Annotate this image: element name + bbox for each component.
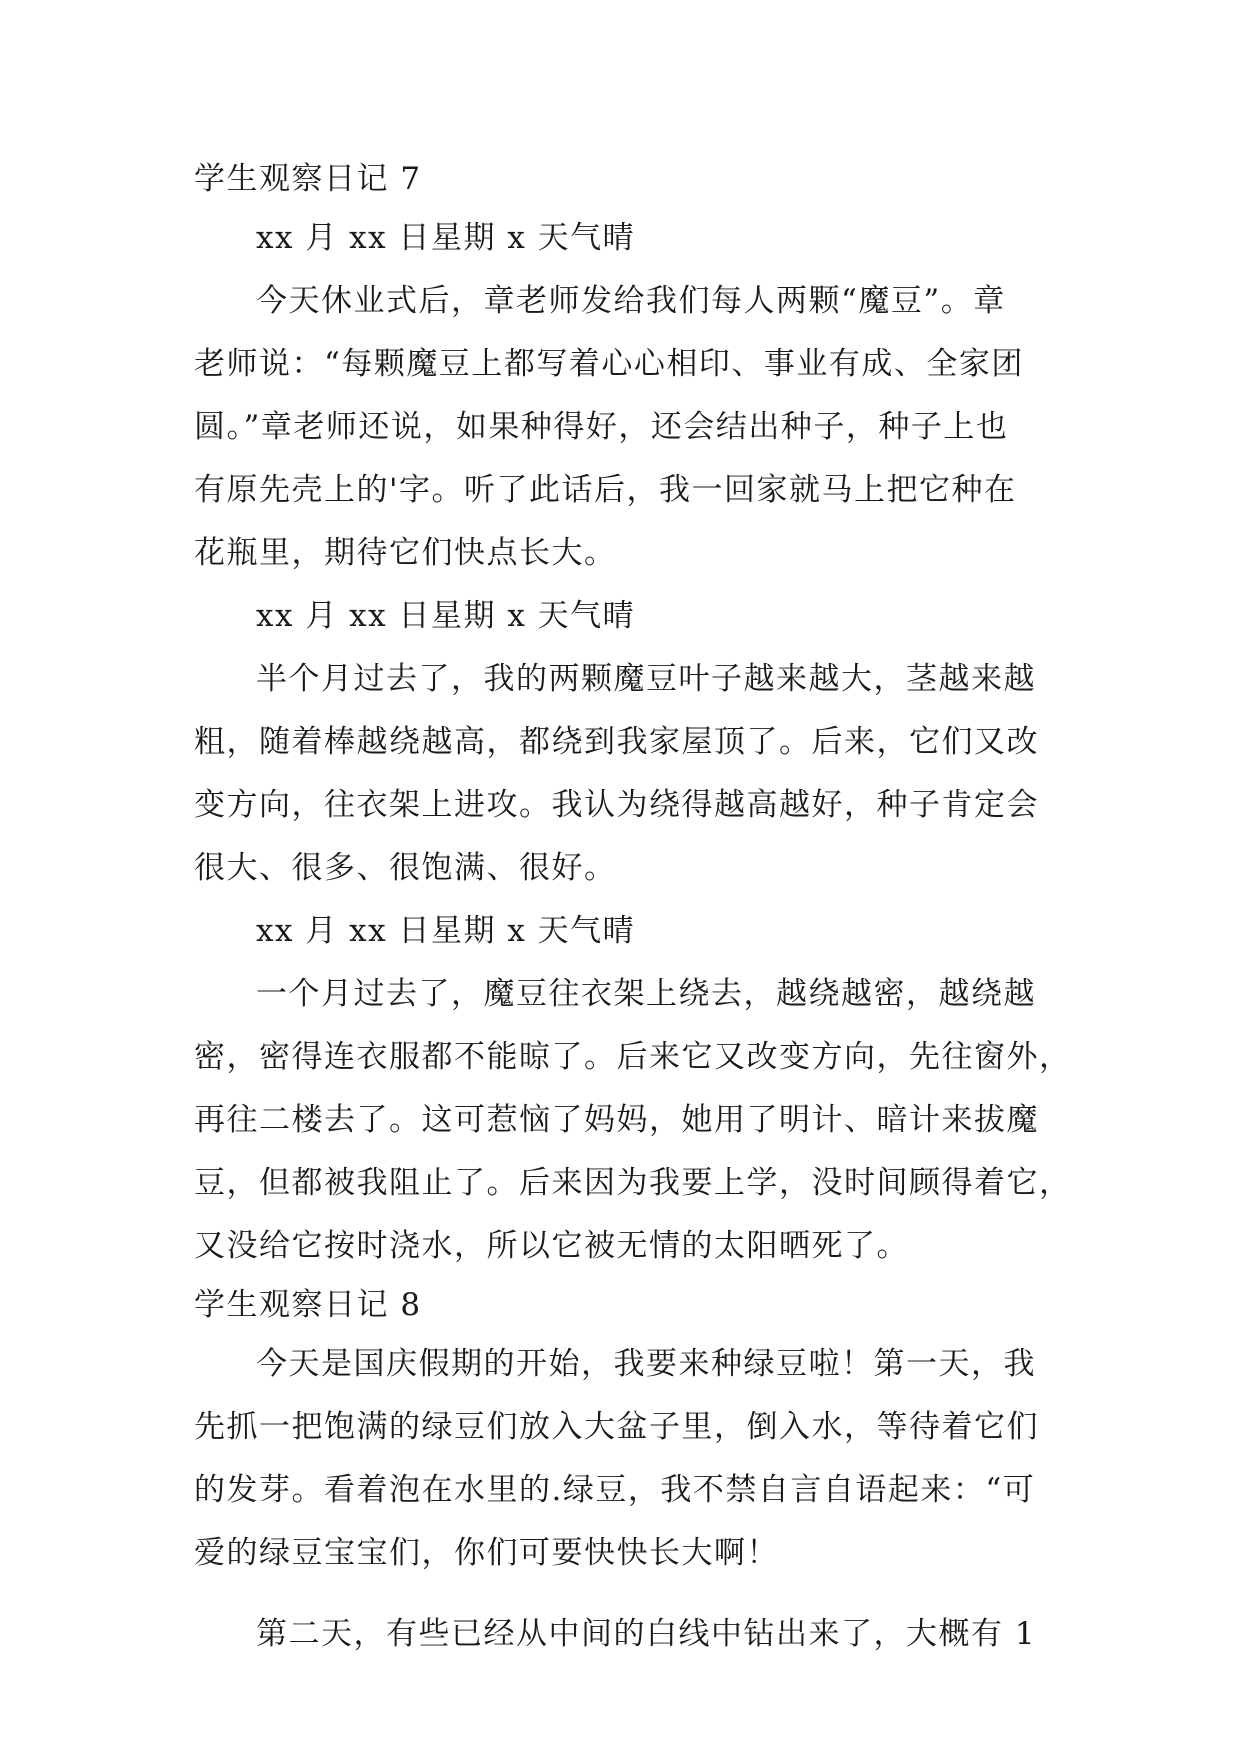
- entry-3-paragraph: [194, 963, 1072, 1278]
- paragraph-line: 的发芽。看着泡在水里的.绿豆，我不禁自言自语起来：“可: [194, 1472, 1036, 1508]
- paragraph-line: 很大、很多、很饱满、很好。: [194, 850, 617, 886]
- paragraph-line: 圆。”章老师还说，如果种得好，还会结出种子，种子上也: [194, 409, 1009, 445]
- paragraph-line: 先抓一把饱满的绿豆们放入大盆子里，倒入水，等待着它们: [194, 1409, 1039, 1445]
- paragraph-line: 一个月过去了，魔豆往衣架上绕去，越绕越密，越绕越: [256, 976, 1036, 1012]
- paragraph-line: 老师说：“每颗魔豆上都写着心心相印、事业有成、全家团: [194, 346, 1024, 382]
- paragraph-line: 有原先壳上的'字。听了此话后，我一回家就马上把它种在: [194, 472, 1017, 508]
- paragraph-line: 花瓶里，期待它们快点长大。: [194, 535, 617, 571]
- paragraph-gap: [194, 1585, 1060, 1603]
- entry-1-paragraph: [194, 270, 1060, 585]
- paragraph-line: 密，密得连衣服都不能晾了。后来它又改变方向，先往窗外，: [194, 1039, 1072, 1075]
- entry-2-paragraph: [194, 648, 1060, 900]
- paragraph-line: 粗，随着棒越绕越高，都绕到我家屋顶了。后来，它们又改: [194, 724, 1039, 760]
- paragraph-line: 豆，但都被我阻止了。后来因为我要上学，没时间顾得着它，: [194, 1165, 1072, 1201]
- diary-7-title: 学生观察日记 7: [194, 161, 422, 197]
- diary-8-title: 学生观察日记 8: [194, 1287, 422, 1323]
- paragraph-line: 再往二楼去了。这可惹恼了妈妈，她用了明计、暗计来拔魔: [194, 1102, 1039, 1138]
- paragraph-line: 今天是国庆假期的开始，我要来种绿豆啦！第一天，我: [256, 1346, 1036, 1382]
- document-body: [194, 152, 1072, 1666]
- entry-1-date: xx 月 xx 日星期 x 天气晴: [256, 220, 636, 256]
- diary-8-paragraph-2: [194, 1603, 1060, 1666]
- paragraph-line: 又没给它按时浇水，所以它被无情的太阳晒死了。: [194, 1228, 909, 1264]
- paragraph-line: 变方向，往衣架上进攻。我认为绕得越高越好，种子肯定会: [194, 787, 1039, 823]
- paragraph-line: 爱的绿豆宝宝们，你们可要快快长大啊！: [194, 1535, 779, 1571]
- paragraph-line: 半个月过去了，我的两颗魔豆叶子越来越大，茎越来越: [256, 661, 1036, 697]
- entry-2-date: xx 月 xx 日星期 x 天气晴: [256, 598, 636, 634]
- diary-8-paragraph-1: [194, 1333, 1060, 1585]
- entry-3-date: xx 月 xx 日星期 x 天气晴: [256, 913, 636, 949]
- paragraph-line: 今天休业式后，章老师发给我们每人两颗“魔豆”。章: [256, 283, 1006, 319]
- paragraph-line: 第二天，有些已经从中间的白线中钻出来了，大概有 1: [256, 1616, 1037, 1652]
